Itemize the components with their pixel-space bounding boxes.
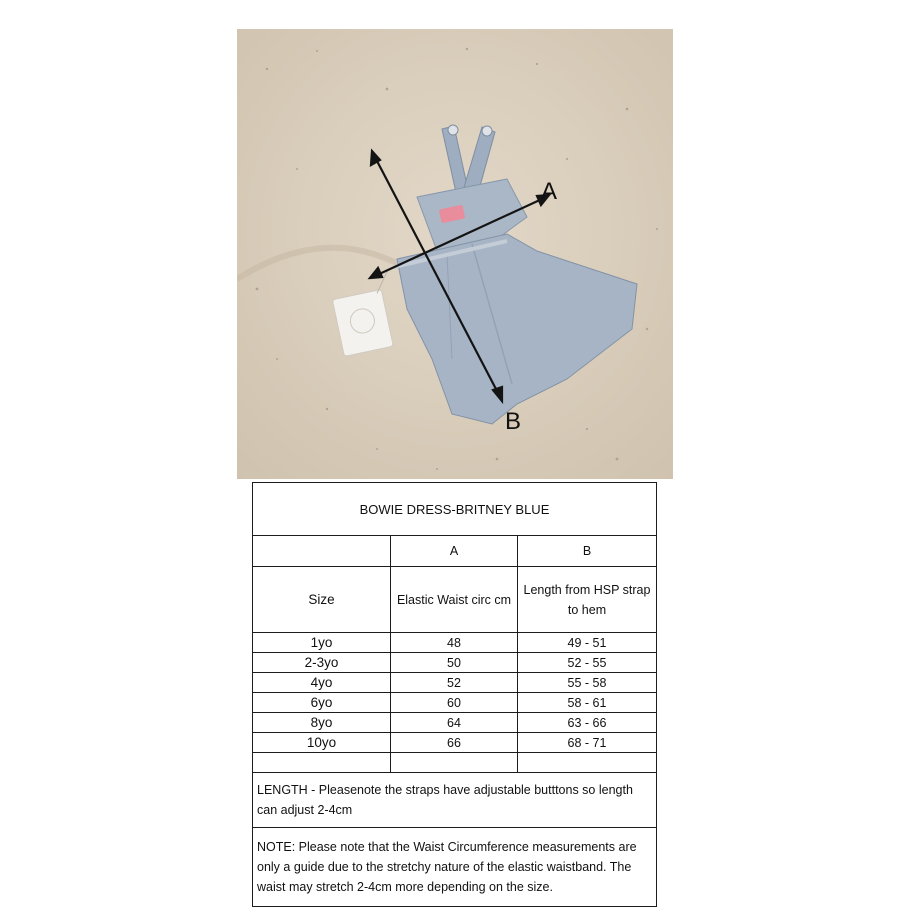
table-row <box>253 673 657 693</box>
arrow-b-label: B <box>505 408 522 435</box>
table-row <box>253 653 657 673</box>
length-cell: 58 - 61 <box>518 693 657 713</box>
table-row <box>253 713 657 733</box>
size-cell: 2-3yo <box>253 653 391 673</box>
waist-cell: 60 <box>391 693 518 713</box>
table-title: BOWIE DRESS-BRITNEY BLUE <box>253 483 657 536</box>
size-cell: 6yo <box>253 693 391 713</box>
waist-note-row <box>253 828 657 907</box>
title-row <box>253 483 657 536</box>
arrow-a-label: A <box>541 178 558 205</box>
dress-on-sand-illustration <box>237 29 673 479</box>
length-cell: 63 - 66 <box>518 713 657 733</box>
table-row <box>253 733 657 753</box>
size-cell: 1yo <box>253 633 391 653</box>
column-letter-row <box>253 536 657 567</box>
header-length: Length from HSP strap to hem <box>518 567 657 633</box>
col-letter-blank <box>253 536 391 567</box>
waist-cell: 50 <box>391 653 518 673</box>
length-cell: 68 - 71 <box>518 733 657 753</box>
table-row <box>253 633 657 653</box>
column-header-row <box>253 567 657 633</box>
length-note-row <box>253 773 657 828</box>
length-cell: 52 - 55 <box>518 653 657 673</box>
size-cell: 8yo <box>253 713 391 733</box>
header-size: Size <box>253 567 391 633</box>
header-waist: Elastic Waist circ cm <box>391 567 518 633</box>
length-note: LENGTH - Pleasenote the straps have adjustable butttons so length can adjust 2-4cm <box>253 773 657 828</box>
length-cell: 49 - 51 <box>518 633 657 653</box>
size-chart-table <box>252 482 657 907</box>
waist-cell: 52 <box>391 673 518 693</box>
length-cell: 55 - 58 <box>518 673 657 693</box>
size-cell: 4yo <box>253 673 391 693</box>
waist-cell: 48 <box>391 633 518 653</box>
table-row <box>253 693 657 713</box>
col-letter-b: B <box>518 536 657 567</box>
waist-cell: 64 <box>391 713 518 733</box>
col-letter-a: A <box>391 536 518 567</box>
size-cell: 10yo <box>253 733 391 753</box>
empty-row <box>253 753 657 773</box>
waist-note: NOTE: Please note that the Waist Circumference measurements are only a guide due to the stretchy nature of the elastic waistband. The waist may stretch 2-4cm more depending on the size. <box>253 828 657 907</box>
waist-cell: 66 <box>391 733 518 753</box>
product-photo <box>237 29 673 479</box>
